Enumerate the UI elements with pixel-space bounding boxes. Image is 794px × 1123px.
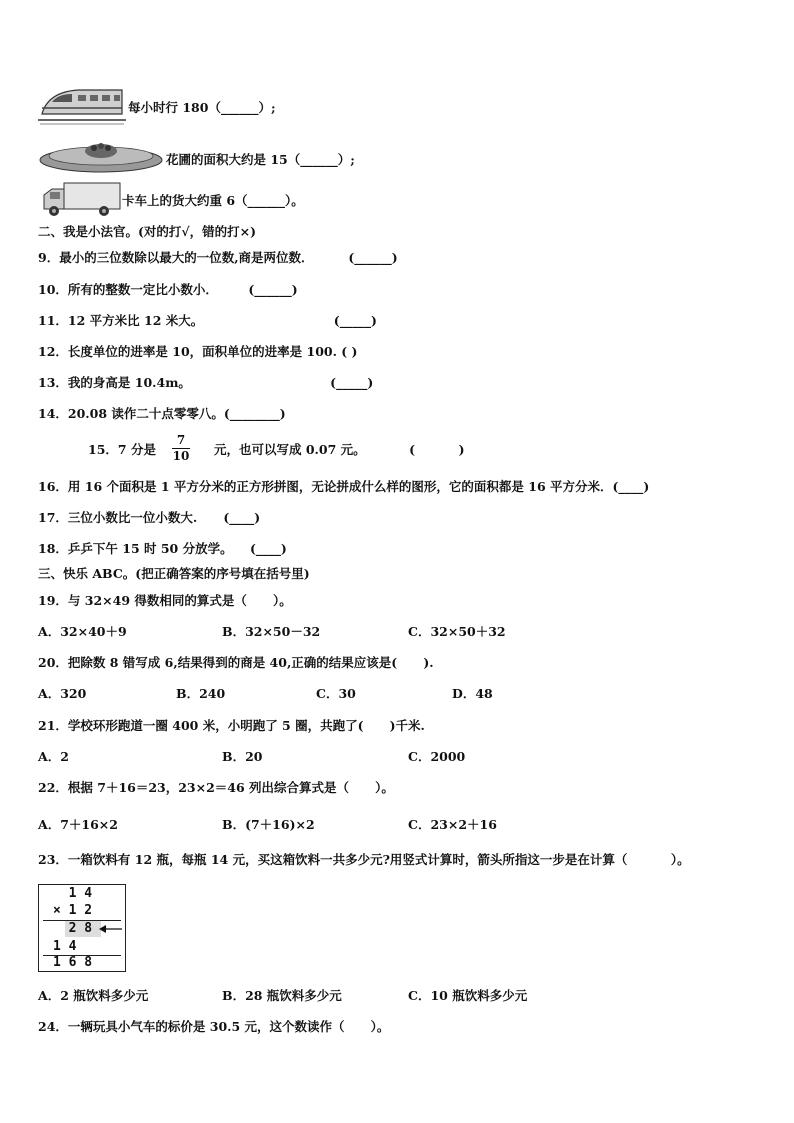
question-22: 22．根据 7＋16＝23，23×2＝46 列出综合算式是（ ）。 [38,780,394,795]
q19-option-c: C．32×50＋32 [408,624,506,639]
q19-option-a: A．32×40＋9 [38,624,127,639]
q23-option-a: A．2 瓶饮料多少元 [38,988,149,1003]
question-16: 16．用 16 个面积是 1 平方分米的正方形拼图，无论拼成什么样的图形，它的面积都是 16 平方分米．(____) [38,479,650,494]
vertical-multiplication [38,884,126,972]
calc-row-3: 2 8 [53,921,93,936]
question-15-suffix: 元，也可以写成 0.07 元。 ( ) [214,442,465,457]
q23-option-c: C．10 瓶饮料多少元 [408,988,528,1003]
q22-option-c: C．23×2＋16 [408,817,497,832]
q20-option-a: A．320 [38,686,87,701]
q22-option-b: B．(7＋16)×2 [222,817,315,832]
section3-title: 三、快乐 ABC。(把正确答案的序号填在括号里) [38,566,310,581]
question-23: 23．一箱饮料有 12 瓶，每瓶 14 元，买这箱饮料一共多少元?用竖式计算时，箭头所指这一步是在计算（ ）。 [38,852,690,867]
question-11: 11．12 平方米比 12 米大。 (_____) [38,313,377,328]
q23-option-b: B．28 瓶饮料多少元 [222,988,342,1003]
fraction-numerator: 7 [172,433,190,449]
question-15-prefix: 15．7 分是 [88,442,156,457]
flowerbed-image [38,138,164,174]
train-image [38,84,126,126]
q21-option-b: B．20 [222,749,263,764]
q21-option-c: C．2000 [408,749,466,764]
q22-option-a: A．7＋16×2 [38,817,118,832]
flowerbed-area-text: 花圃的面积大约是 15（______）; [166,152,355,167]
q21-option-a: A．2 [38,749,69,764]
question-21: 21．学校环形跑道一圈 400 米，小明跑了 5 圈，共跑了( )千米. [38,718,425,733]
calc-row-5: 1 6 8 [53,955,93,970]
q19-option-b: B．32×50－32 [222,624,321,639]
question-12: 12．长度单位的进率是 10，面积单位的进率是 100. ( ) [38,344,358,359]
question-10: 10．所有的整数一定比小数小． (______) [38,282,298,297]
fraction-7-10 [172,433,190,464]
q20-option-c: C．30 [316,686,356,701]
q20-option-d: D．48 [452,686,493,701]
question-13: 13．我的身高是 10.4m。 (_____) [38,375,374,390]
question-19: 19．与 32×49 得数相同的算式是（ ）。 [38,593,292,608]
calc-row-4: 1 4 [53,939,77,954]
question-14: 14．20.08 读作二十点零零八。(________) [38,406,286,421]
train-speed-text: 每小时行 180（______）; [128,100,276,115]
question-24: 24．一辆玩具小气车的标价是 30.5 元，这个数读作（ ）。 [38,1019,390,1034]
truck-weight-text: 卡车上的货大约重 6（______）。 [122,193,304,208]
fraction-denominator: 10 [172,449,190,463]
q20-option-b: B．240 [176,686,226,701]
question-9: 9．最小的三位数除以最大的一位数,商是两位数． (______) [38,250,398,265]
question-18: 18．乒乒下午 15 时 50 分放学。 (____) [38,541,287,556]
question-20: 20．把除数 8 错写成 6,结果得到的商是 40,正确的结果应该是( ). [38,655,434,670]
truck-image [40,181,122,219]
question-17: 17．三位小数比一位小数大. (____) [38,510,261,525]
arrow-icon [99,923,123,935]
calc-row-2: × 1 2 [53,903,93,918]
section2-title: 二、我是小法官。(对的打√，错的打×) [38,224,257,239]
calc-row-1: 1 4 [53,886,93,901]
